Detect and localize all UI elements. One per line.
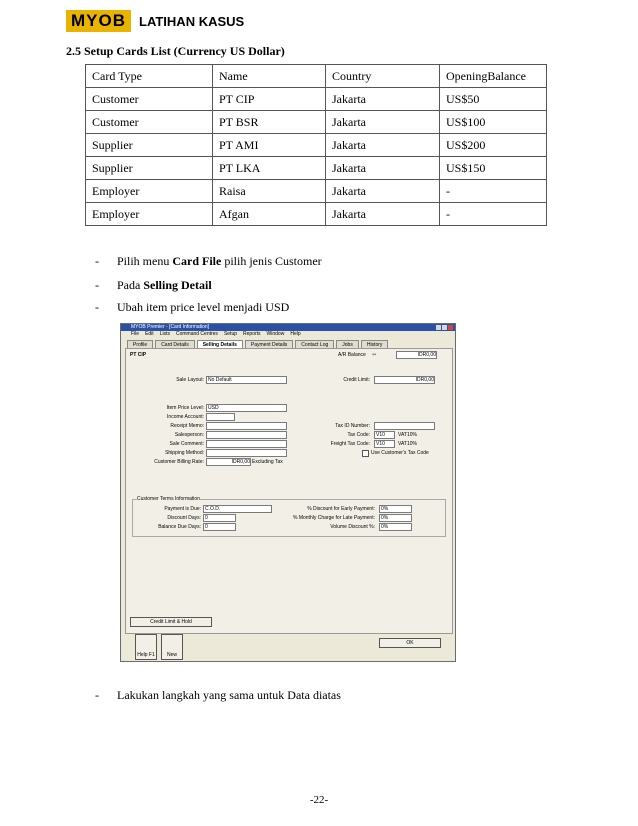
income-account-field[interactable] — [206, 413, 235, 421]
table-row — [86, 88, 547, 111]
window-controls — [436, 325, 453, 330]
menu-edit[interactable]: Edit — [145, 331, 154, 337]
bullet-dash: - — [95, 254, 99, 268]
table-cell: US$150 — [440, 157, 547, 180]
freight-tax-field[interactable]: V10 — [374, 440, 395, 448]
table-header-row — [86, 65, 547, 88]
shipping-method-field[interactable] — [206, 449, 287, 457]
billing-rate-field[interactable]: IDR0,00 — [206, 458, 251, 466]
table-cell: Jakarta — [326, 88, 440, 111]
table-cell: PT CIP — [213, 88, 326, 111]
bullet-text — [117, 278, 212, 293]
tab-contact-log[interactable]: Contact Log — [295, 340, 334, 350]
new-button[interactable] — [161, 634, 183, 660]
sale-layout-select[interactable]: No Default — [206, 376, 287, 384]
customer-terms-group — [132, 496, 446, 537]
discount-days-label: Discount Days: — [167, 515, 201, 521]
bullet-text: Ubah item price level menjadi USD — [117, 300, 290, 314]
sale-layout-label: Sale Layout: — [176, 377, 204, 383]
table-cell: PT AMI — [213, 134, 326, 157]
menu-reports[interactable]: Reports — [243, 331, 261, 337]
balance-due-label: Balance Due Days: — [158, 524, 201, 530]
table-row — [86, 157, 547, 180]
volume-discount-field[interactable]: 0% — [379, 523, 412, 531]
menu-file[interactable]: File — [131, 331, 140, 337]
tax-id-field[interactable] — [374, 422, 435, 430]
payment-due-label: Payment is Due: — [164, 506, 201, 512]
help-button[interactable] — [135, 634, 157, 660]
late-charge-field[interactable]: 0% — [379, 514, 412, 522]
table-cell: Jakarta — [326, 134, 440, 157]
early-discount-label: % Discount for Early Payment: — [307, 506, 375, 512]
arrow-icon: ⇦ — [372, 352, 377, 358]
myob-card-information-screenshot — [120, 323, 456, 662]
page-number: -22- — [309, 794, 329, 806]
bullet-text-suffix: pilih jenis Customer — [221, 254, 322, 268]
balance-due-field[interactable]: 0 — [203, 523, 236, 531]
bullet-item — [95, 254, 322, 269]
menu-help[interactable]: Help — [290, 331, 301, 337]
table-row — [86, 180, 547, 203]
column-header: Card Type — [86, 65, 213, 88]
freight-tax-desc: VAT10% — [398, 441, 417, 447]
tab-card-details[interactable]: Card Details — [155, 340, 195, 350]
salesperson-field[interactable] — [206, 431, 287, 439]
credit-limit-label: Credit Limit: — [343, 377, 370, 383]
selling-details-panel — [125, 348, 453, 634]
table-cell: PT LKA — [213, 157, 326, 180]
menu-bar — [121, 331, 455, 338]
use-customer-tax-label: Use Customer's Tax Code — [371, 450, 429, 456]
card-name: PT CIP — [130, 352, 147, 358]
section-title: 2.5 Setup Cards List (Currency US Dollar) — [66, 44, 285, 58]
salesperson-label: Salesperson: — [174, 432, 204, 438]
help-button-label: Help F1 — [137, 652, 155, 658]
tax-code-field[interactable]: V10 — [374, 431, 395, 439]
window-titlebar — [121, 324, 455, 331]
excluding-tax-label: Excluding Tax — [252, 459, 283, 465]
maximize-icon[interactable] — [442, 325, 447, 330]
bullet-item — [95, 300, 289, 315]
payment-due-select[interactable]: C.O.D. — [203, 505, 272, 513]
bullet-dash: - — [95, 278, 99, 292]
discount-days-field[interactable]: 0 — [203, 514, 236, 522]
bullet-text: Lakukan langkah yang sama untuk Data diatas — [117, 688, 341, 702]
minimize-icon[interactable] — [436, 325, 441, 330]
menu-window[interactable]: Window — [266, 331, 285, 337]
item-price-level-select[interactable]: USD — [206, 404, 287, 412]
menu-setup[interactable]: Setup — [223, 331, 238, 337]
tab-history[interactable]: History — [361, 340, 389, 350]
table-cell: Supplier — [86, 134, 213, 157]
sale-comment-label: Sale Comment: — [169, 441, 204, 447]
table-cell: - — [440, 203, 547, 226]
bullet-item — [95, 688, 341, 703]
bullet-text-prefix: Pada — [117, 278, 144, 292]
freight-tax-label: Freight Tax Code: — [330, 441, 370, 447]
table-cell: US$50 — [440, 88, 547, 111]
bullet-text-bold: Card File — [172, 254, 222, 268]
column-header: Country — [326, 65, 440, 88]
header-title: LATIHAN KASUS — [139, 13, 245, 29]
item-price-level-label: Item Price Level: — [166, 405, 204, 411]
cards-table — [85, 64, 547, 226]
credit-hold-button[interactable]: Credit Limit & Hold — [130, 617, 212, 627]
bullet-text-bold: Selling Detail — [143, 278, 212, 292]
credit-limit-field: IDR0,00 — [374, 376, 435, 384]
ar-balance-label: A/R Balance — [338, 352, 366, 358]
receipt-memo-label: Receipt Memo: — [170, 423, 204, 429]
ok-button[interactable]: OK — [379, 638, 441, 648]
page-header — [66, 10, 244, 32]
column-header: Name — [213, 65, 326, 88]
income-account-label: Income Account: — [167, 414, 204, 420]
column-header: OpeningBalance — [440, 65, 547, 88]
table-cell: Employer — [86, 203, 213, 226]
table-row — [86, 111, 547, 134]
table-cell: Jakarta — [326, 203, 440, 226]
bullet-dash: - — [95, 300, 99, 314]
new-button-label: New — [166, 652, 177, 658]
tab-payment-details[interactable]: Payment Details — [245, 340, 293, 350]
table-cell: US$100 — [440, 111, 547, 134]
table-cell: PT BSR — [213, 111, 326, 134]
table-row — [86, 134, 547, 157]
tab-jobs[interactable]: Jobs — [336, 340, 359, 350]
tax-code-label: Tax Code: — [347, 432, 370, 438]
table-cell: Customer — [86, 111, 213, 134]
bullet-item — [95, 278, 212, 293]
tax-id-label: Tax ID Number: — [335, 423, 370, 429]
billing-rate-label: Customer Billing Rate: — [154, 459, 204, 465]
table-cell: Employer — [86, 180, 213, 203]
table-cell: Jakarta — [326, 180, 440, 203]
shipping-method-label: Shipping Method: — [165, 450, 204, 456]
menu-lists[interactable]: Lists — [159, 331, 170, 337]
tax-code-desc: VAT10% — [398, 432, 417, 438]
ar-balance-field: IDR0,00 — [396, 351, 437, 359]
tab-profile[interactable]: Profile — [127, 340, 153, 350]
use-customer-tax-checkbox[interactable] — [362, 450, 369, 457]
table-cell: Jakarta — [326, 157, 440, 180]
menu-command-centres[interactable]: Command Centres — [175, 331, 218, 337]
table-cell: Supplier — [86, 157, 213, 180]
table-cell: Afgan — [213, 203, 326, 226]
window-title: MYOB Premier - [Card Information] — [131, 324, 210, 330]
sale-comment-field[interactable] — [206, 440, 287, 448]
table-cell: - — [440, 180, 547, 203]
myob-logo: MYOB — [66, 10, 131, 32]
bullet-text-prefix: Pilih menu — [117, 254, 173, 268]
late-charge-label: % Monthly Charge for Late Payment: — [293, 515, 375, 521]
volume-discount-label: Volume Discount %: — [330, 524, 375, 530]
table-cell: Customer — [86, 88, 213, 111]
table-cell: Raisa — [213, 180, 326, 203]
terms-title: Customer Terms Information — [137, 496, 200, 502]
bullet-dash: - — [95, 688, 99, 702]
early-discount-field[interactable]: 0% — [379, 505, 412, 513]
bullet-text — [117, 254, 322, 269]
table-cell: US$200 — [440, 134, 547, 157]
table-row — [86, 203, 547, 226]
table-cell: Jakarta — [326, 111, 440, 134]
tab-selling-details[interactable]: Selling Details — [197, 340, 243, 350]
receipt-memo-field[interactable] — [206, 422, 287, 430]
close-icon[interactable] — [448, 325, 453, 330]
